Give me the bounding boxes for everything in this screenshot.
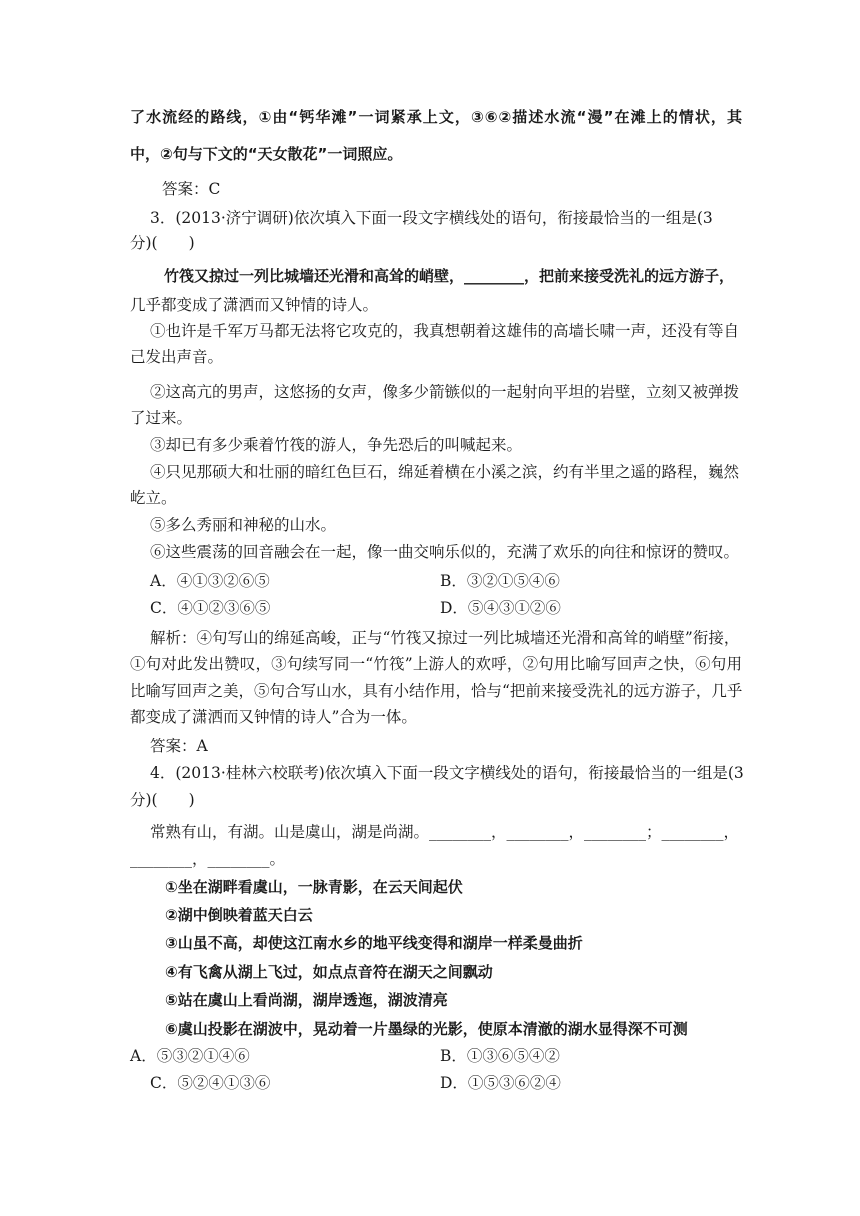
passage-line: 常熟有山，有湖。山是虞山，湖是尚湖。________，________，________；________， (150, 823, 740, 841)
text-line: 中，②句与下文的“天女散花”一词照应。 (130, 145, 403, 163)
choice-a: A．⑤③②①④⑥ (130, 1047, 250, 1065)
text-line: 分)( ) (130, 234, 195, 252)
text-line: ________，________。 (130, 850, 286, 868)
choice-c: C．⑤②④①③⑥ (150, 1074, 271, 1092)
text-line: 几乎都变成了潇洒而又钟情的诗人。 (130, 296, 379, 314)
option-sentence-1: ①也许是千军万马都无法将它攻克的，我真想朝着这雄伟的高墙长啸一声，还没有等自 (150, 322, 740, 340)
passage-line: 竹筏又掠过一列比城墙还光滑和高耸的峭壁，________，把前来接受洗礼的远方游子， (164, 267, 735, 285)
option-sentence-6: ⑥虞山投影在湖波中，晃动着一片墨绿的光影，使原本清澈的湖水显得深不可测 (165, 1020, 688, 1038)
option-sentence-2: ②湖中倒映着蓝天白云 (165, 906, 313, 924)
text-line: 了水流经的路线，①由“钙华滩”一词紧承上文，③⑥②描述水流“漫”在滩上的情状，其 (130, 108, 742, 126)
option-sentence-5: ⑤站在虞山上看尚湖，湖岸透迤，湖波清亮 (165, 991, 448, 1009)
option-sentence-4: ④有飞禽从湖上飞过，如点点音符在湖天之间飘动 (165, 963, 493, 981)
option-sentence-3: ③却已有多少乘着竹筏的游人，争先恐后的叫喊起来。 (150, 436, 523, 454)
option-sentence-5: ⑤多么秀丽和神秘的山水。 (150, 516, 337, 534)
choice-b: B．①③⑥⑤④② (440, 1047, 560, 1065)
choice-d: D．⑤④③①②⑥ (440, 599, 561, 617)
choice-a: A．④①③②⑥⑤ (150, 572, 270, 590)
text-line: 己发出声音。 (130, 348, 224, 366)
choice-b: B．③②①⑤④⑥ (440, 572, 560, 590)
text-line: 了过来。 (130, 409, 193, 427)
choice-d: D．①⑤③⑥②④ (440, 1074, 561, 1092)
text-line: 屹立。 (130, 489, 177, 507)
analysis-line: ①句对此发出赞叹，③句续写同一“竹筏”上游人的欢呼，②句用比喻写回声之快，⑥句用 (130, 655, 742, 673)
answer-label: 答案：A (150, 737, 208, 755)
option-sentence-2: ②这高亢的男声，这悠扬的女声，像多少箭镞似的一起射向平坦的岩壁，立刻又被弹拨 (150, 383, 740, 401)
choice-c: C．④①②③⑥⑤ (150, 599, 271, 617)
option-sentence-6: ⑥这些震荡的回音融会在一起，像一曲交响乐似的，充满了欢乐的向往和惊讶的赞叹。 (150, 543, 740, 561)
option-sentence-4: ④只见那硕大和壮丽的暗红色巨石，绵延着横在小溪之滨，约有半里之遥的路程，巍然 (150, 463, 740, 481)
analysis-line: 都变成了潇洒而又钟情的诗人”合为一体。 (130, 708, 417, 726)
question-4: 4．(2013·桂林六校联考)依次填入下面一段文字横线处的语句，衔接最恰当的一组是(3 (150, 764, 744, 782)
text-line: 分)( ) (130, 791, 195, 809)
answer-label: 答案：C (162, 180, 221, 198)
option-sentence-3: ③山虽不高，却使这江南水乡的地平线变得和湖岸一样柔曼曲折 (165, 934, 583, 952)
question-3: 3．(2013·济宁调研)依次填入下面一段文字横线处的语句，衔接最恰当的一组是(3 (150, 209, 713, 227)
option-sentence-1: ①坐在湖畔看虞山，一脉青影，在云天间起伏 (165, 878, 463, 896)
analysis-line: 比喻写回声之美，⑤句合写山水，具有小结作用，恰与“把前来接受洗礼的远方游子，几乎 (130, 682, 743, 700)
analysis-line: 解析：④句写山的绵延高峻，正与“竹筏又掠过一列比城墙还光滑和高耸的峭壁”衔接， (150, 629, 740, 647)
